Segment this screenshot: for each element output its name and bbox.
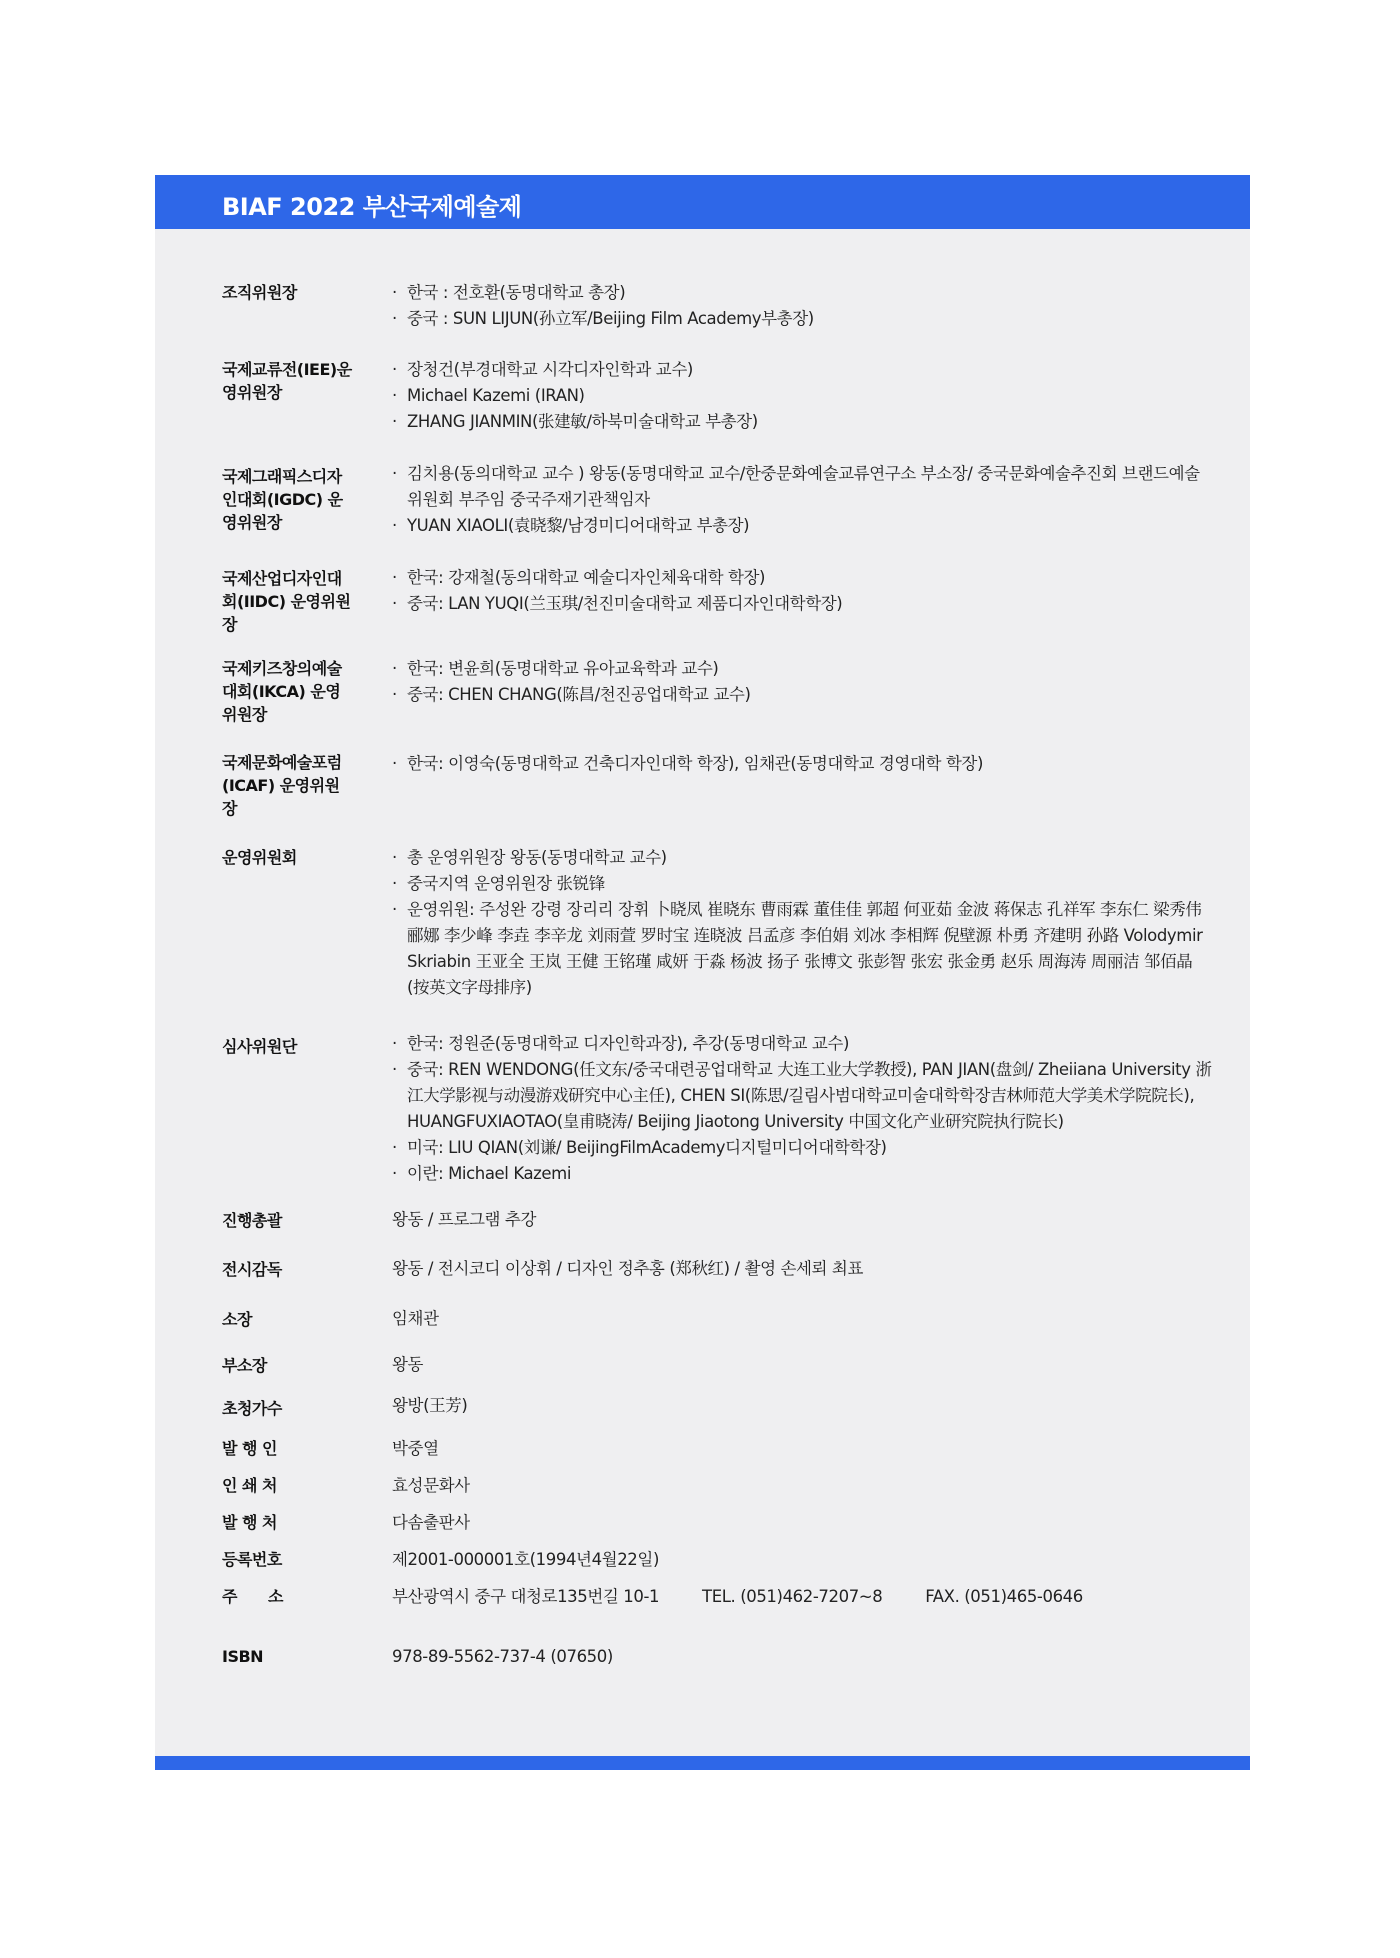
address-fax: FAX. (051)465-0646 [925,1587,1083,1606]
label-exhibition-director: 전시감독 [222,1260,282,1279]
row-invited-singer [222,1393,1222,1420]
value-registration: 제2001-000001호(1994년4월22일) [392,1550,659,1569]
value-iidc-chair [392,565,1212,617]
value-ikca-chair [392,656,1212,708]
value-invited-singer: 왕방(王芳) [392,1396,468,1415]
list-item: · 중국: LAN YUQI(兰玉琪/천진미술대학교 제품디자인대학학장) [392,591,1212,617]
label-iidc-chair: 국제산업디자인대회(IIDC) 운영위원장 [222,569,351,634]
row-address [222,1584,1222,1610]
row-icaf-chair [222,751,1222,820]
list-item: · 총 운영위원장 왕동(동명대학교 교수) [392,845,1212,871]
list-item: · 중국 : SUN LIJUN(孙立军/Beijing Film Academy부총장) [392,306,1212,332]
value-isbn: 978-89-5562-737-4 (07650) [392,1647,613,1666]
value-printer: 효성문화사 [392,1476,470,1495]
header-bar [155,175,1250,229]
value-exhibition-director: 왕동 / 전시코디 이상휘 / 디자인 정추홍 (郑秋红) / 촬영 손세뢰 최표 [392,1259,864,1278]
value-icaf-chair [392,751,1212,777]
row-iidc-chair [222,565,1222,636]
label-address: 주 소 [222,1587,283,1606]
colophon-panel [155,175,1250,1770]
label-registration: 등록번호 [222,1550,282,1569]
list-item: · 김치용(동의대학교 교수 ) 왕동(동명대학교 교수/한중문화예술교류연구소 부소장/ 중국문화예술추진회 브랜드예술위원회 부주임 중국주재기관책임자 [392,461,1212,513]
label-ikca-chair: 국제키즈창의예술대회(IKCA) 운영위원장 [222,659,342,724]
list-item: · 한국: 변윤희(동명대학교 유아교육학과 교수) [392,656,1212,682]
address-street: 부산광역시 중구 대청로135번길 10-1 [392,1587,660,1606]
label-iee-chair: 국제교류전(IEE)운영위원장 [222,360,352,402]
label-icaf-chair: 국제문화예술포럼(ICAF) 운영위원장 [222,753,342,818]
label-igdc-chair: 국제그래픽스디자인대회(IGDC) 운영위원장 [222,467,343,532]
label-general-director: 진행총괄 [222,1211,282,1230]
list-item: · 중국: CHEN CHANG(陈昌/천진공업대학교 교수) [392,682,1212,708]
value-iee-chair [392,357,1212,435]
label-invited-singer: 초청가수 [222,1399,282,1418]
value-publishing-house: 다솜출판사 [392,1513,470,1532]
list-item: · 이란: Michael Kazemi [392,1161,1212,1187]
list-item: · Michael Kazemi (IRAN) [392,383,1212,409]
row-registration [222,1547,1222,1573]
value-general-director: 왕동 / 프로그램 추강 [392,1210,537,1229]
value-committee [392,845,1212,1001]
row-printer [222,1473,1222,1499]
list-item: · ZHANG JIANMIN(张建敏/하북미술대학교 부총장) [392,409,1212,435]
row-general-director [222,1207,1222,1233]
list-item: · 한국: 강재철(동의대학교 예술디자인체육대학 학장) [392,565,1212,591]
value-vice-director: 왕동 [392,1355,424,1374]
label-director: 소장 [222,1310,252,1329]
value-publisher: 박중열 [392,1439,439,1458]
label-printer: 인 쇄 처 [222,1476,278,1495]
label-organizing-chair: 조직위원장 [222,283,297,302]
list-item: · 한국 : 전호환(동명대학교 총장) [392,280,1212,306]
label-publishing-house: 발 행 처 [222,1513,278,1532]
value-director: 임채관 [392,1309,439,1328]
row-iee-chair [222,357,1222,435]
header-title: BIAF 2022 부산국제예술제 [222,193,522,221]
label-committee: 운영위원회 [222,848,297,867]
row-committee [222,845,1222,1001]
list-item: · 운영위원: 주성완 강령 장리리 장휘 卜晓凤 崔晓东 曹雨霖 董佳佳 郭超 何亚茹 金波 蒋保志 孔祥军 李东仁 梁秀伟 郦娜 李少峰 李垚 李辛龙 刘雨萱 罗时宝 连晓波 吕孟彦 李伯娟 刘冰 李相辉 倪壁源 朴勇 齐建明 孙路 Volodymir Skriabin 王亚全 王岚 王健 王铭瑾 咸妍 于淼 杨波 扬子 张博文 张彭智 张宏 张金勇 赵乐 周海涛 周丽洁 邹佰晶 (按英文字母排序) [392,897,1212,1001]
list-item: · 한국: 정원준(동명대학교 디자인학과장), 추강(동명대학교 교수) [392,1031,1212,1057]
list-item: · 한국: 이영숙(동명대학교 건축디자인대학 학장), 임채관(동명대학교 경영대학 학장) [392,751,1212,777]
label-isbn: ISBN [222,1647,264,1666]
footer-bar [155,1756,1250,1770]
row-ikca-chair [222,656,1222,726]
value-jury [392,1031,1212,1187]
colophon-content [222,280,1222,1670]
row-igdc-chair [222,461,1222,539]
list-item: · YUAN XIAOLI(袁晓黎/남경미디어대학교 부총장) [392,513,1212,539]
row-publisher [222,1436,1222,1462]
value-organizing-chair [392,280,1212,332]
row-isbn [222,1644,1222,1670]
list-item: · 중국: REN WENDONG(任文东/중국대련공업대학교 大连工业大学教授), PAN JIAN(盘剑/ Zheiiana University 浙江大学影视与动漫游戏研究中心主任), CHEN SI(陈思/길림사범대학교미술대학학장吉林师范大学美术学院院长), HUANGFUXIAOTAO(皇甫晓涛/ Beijing Jiaotong University 中国文化产业研究院执行院长) [392,1057,1212,1135]
list-item: · 미국: LIU QIAN(刘谦/ BeijingFilmAcademy디지털미디어대학학장) [392,1135,1212,1161]
row-organizing-chair [222,280,1222,332]
row-director [222,1306,1222,1332]
list-item: · 장청건(부경대학교 시각디자인학과 교수) [392,357,1212,383]
list-item: · 중국지역 운영위원장 张锐锋 [392,871,1212,897]
address-tel: TEL. (051)462-7207~8 [702,1587,883,1606]
row-jury [222,1031,1222,1187]
label-vice-director: 부소장 [222,1356,267,1375]
label-jury: 심사위원단 [222,1037,297,1056]
value-igdc-chair [392,461,1212,539]
label-publisher: 발 행 인 [222,1439,278,1458]
value-address [392,1584,1212,1610]
row-publishing-house [222,1510,1222,1536]
row-exhibition-director [222,1256,1222,1282]
row-vice-director [222,1352,1222,1378]
